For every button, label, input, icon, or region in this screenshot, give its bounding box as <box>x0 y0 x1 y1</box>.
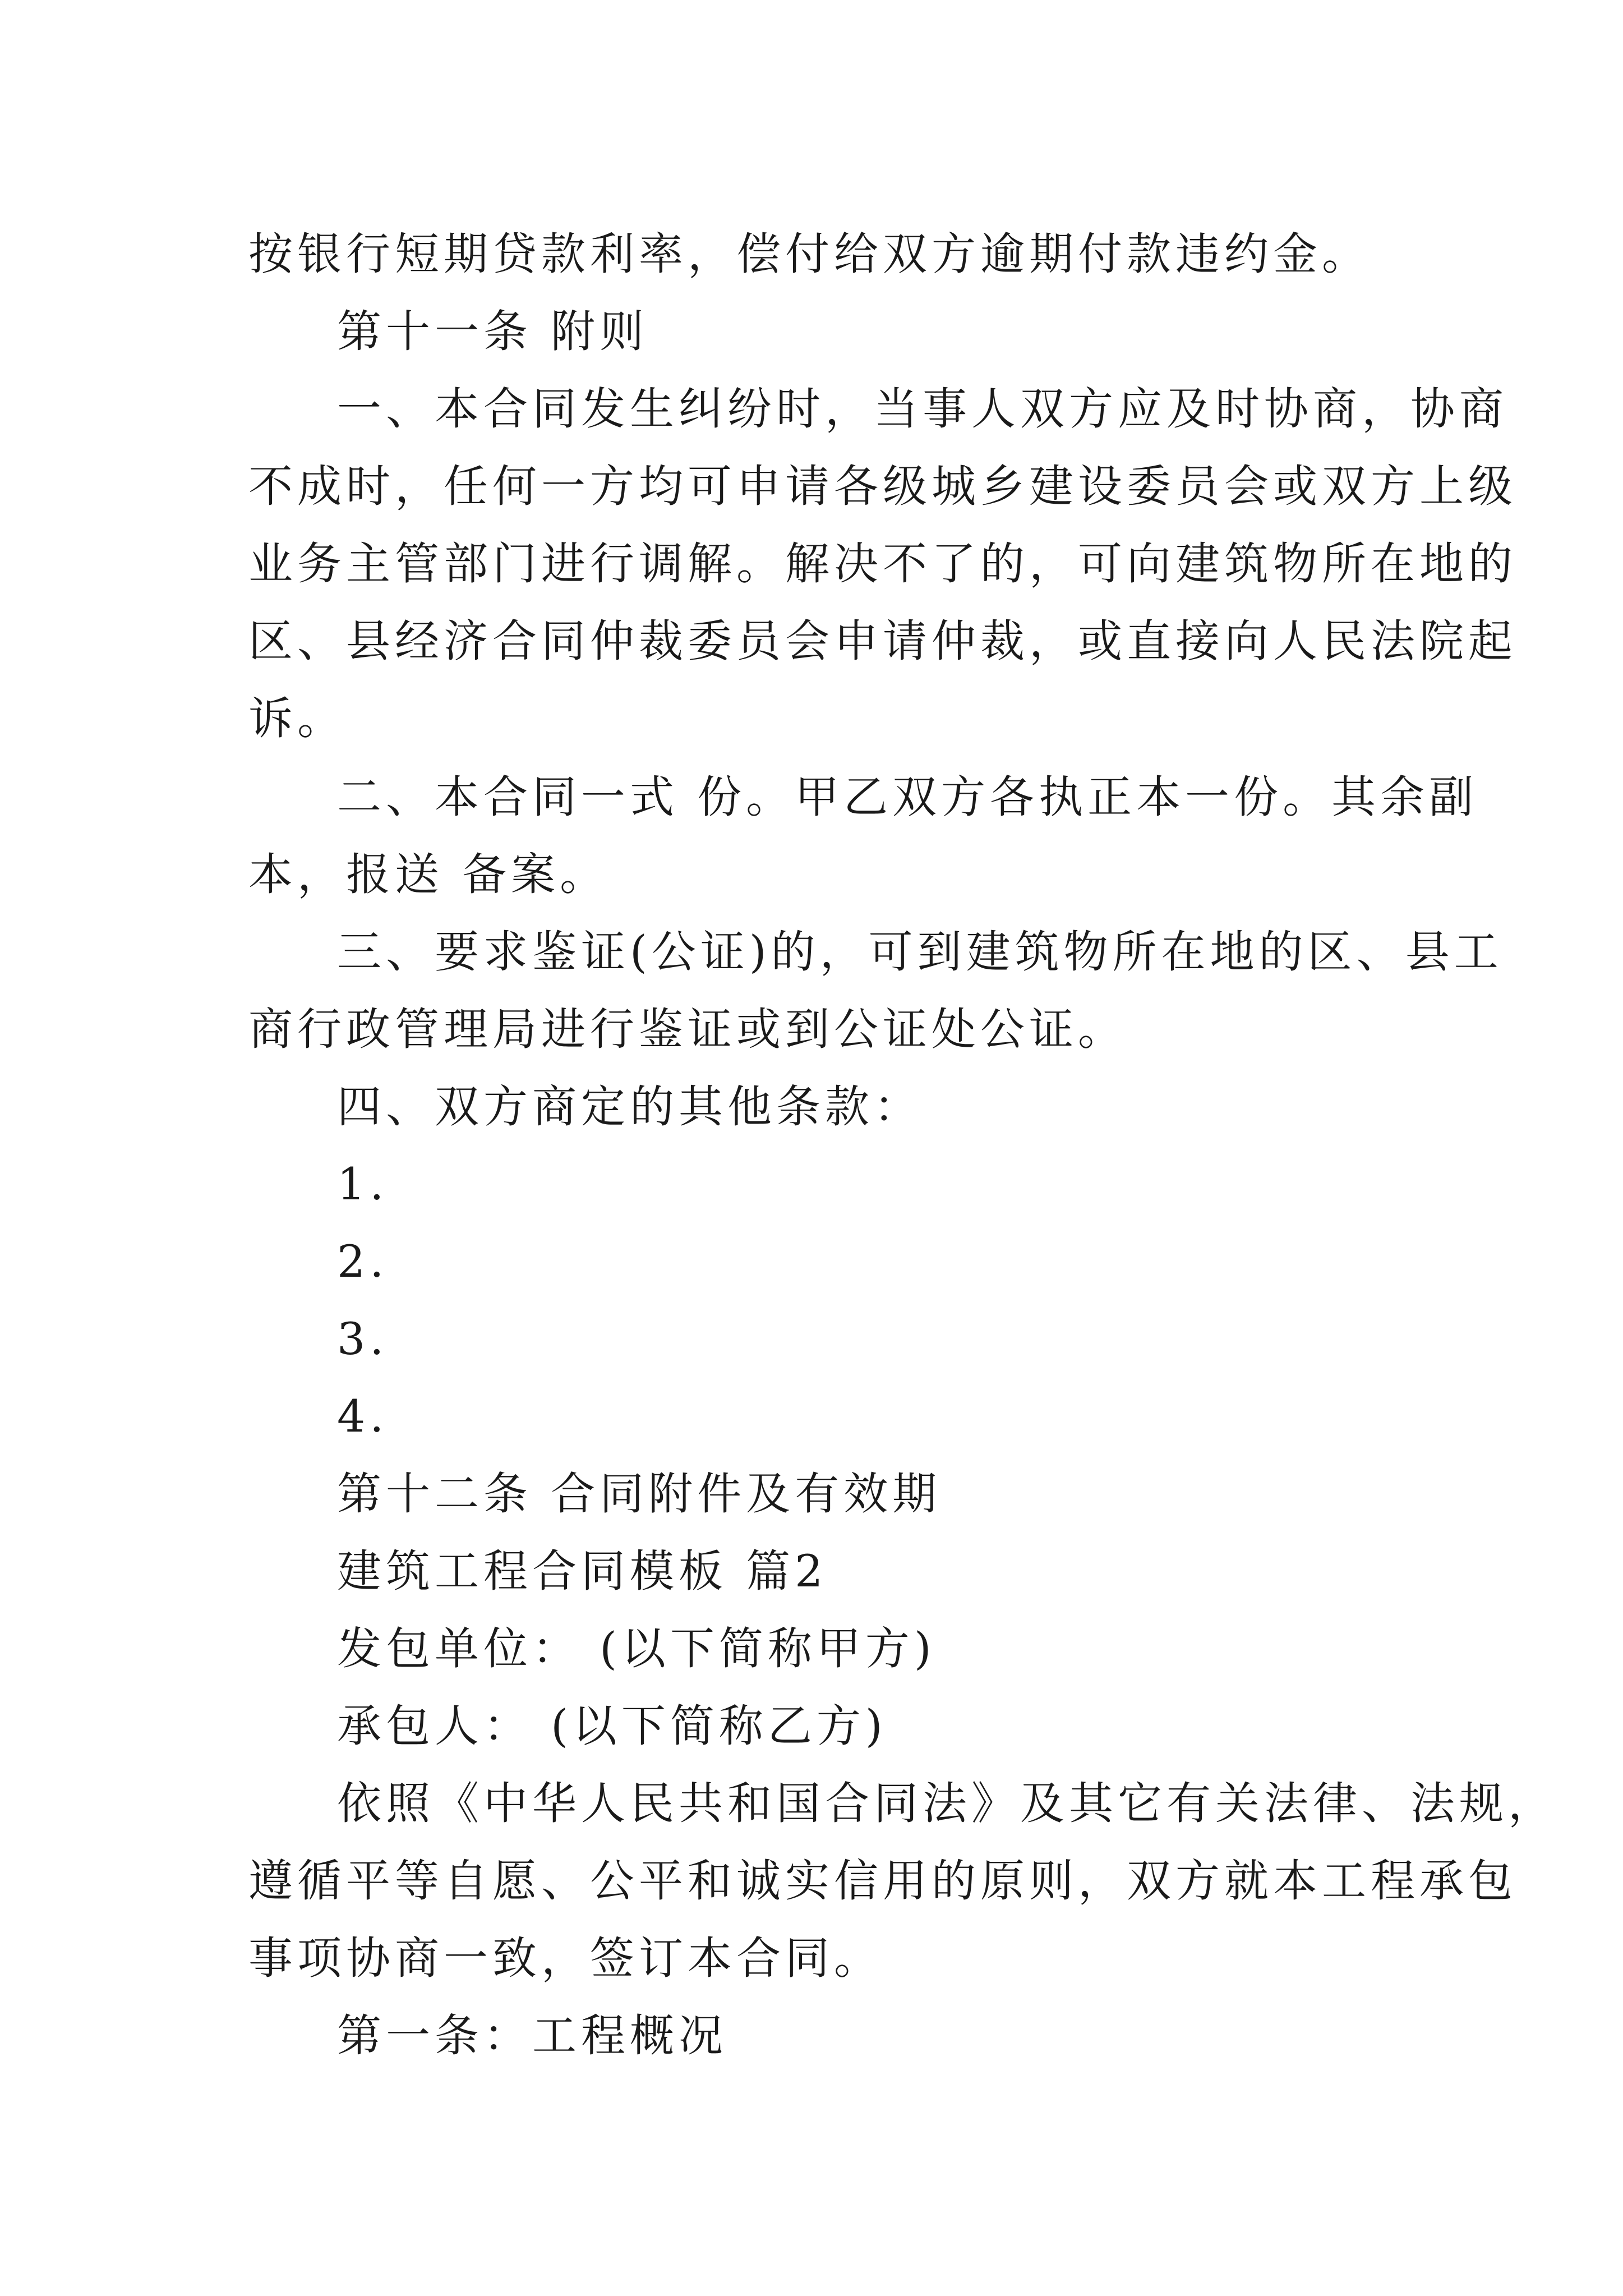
text-line: 承包人： (以下简称乙方) <box>337 1700 887 1752</box>
text-line: 依照《中华人民共和国合同法》及其它有关法律、法规， <box>337 1778 1557 1829</box>
text-line: 按银行短期贷款利率，偿付给双方逾期付款违约金。 <box>248 228 1371 280</box>
text-line: 二、本合同一式 份。甲乙双方各执正本一份。其余副 <box>337 771 1478 823</box>
text-line: 发包单位： (以下简称甲方) <box>337 1623 936 1674</box>
list-item-number: 4. <box>337 1391 389 1442</box>
text-line: 三、要求鉴证(公证)的，可到建筑物所在地的区、县工 <box>337 926 1503 978</box>
list-item-number: 2. <box>337 1236 389 1287</box>
text-line: 业务主管部门进行调解。解决不了的，可向建筑物所在地的 <box>248 538 1517 590</box>
section-heading-part-2: 建筑工程合同模板 篇2 <box>337 1545 828 1597</box>
text-line: 商行政管理局进行鉴证或到公证处公证。 <box>248 1004 1127 1055</box>
text-line: 诉。 <box>248 693 346 744</box>
text-line: 四、双方商定的其他条款： <box>337 1081 923 1133</box>
text-line: 不成时，任何一方均可申请各级城乡建设委员会或双方上级 <box>248 461 1517 512</box>
text-line: 区、县经济合同仲裁委员会申请仲裁，或直接向人民法院起 <box>248 615 1517 667</box>
section-heading-article-12: 第十二条 合同附件及有效期 <box>337 1468 942 1520</box>
section-heading-article-11: 第十一条 附则 <box>337 306 649 357</box>
text-line: 遵循平等自愿、公平和诚实信用的原则，双方就本工程承包 <box>248 1855 1517 1907</box>
text-line: 本，报送 备案。 <box>248 849 609 900</box>
list-item-number: 1. <box>337 1158 389 1210</box>
section-heading-article-1: 第一条：工程概况 <box>337 2010 727 2062</box>
text-line: 事项协商一致，签订本合同。 <box>248 1932 883 1984</box>
list-item-number: 3. <box>337 1313 389 1365</box>
text-line: 一、本合同发生纠纷时，当事人双方应及时协商，协商 <box>337 383 1508 435</box>
